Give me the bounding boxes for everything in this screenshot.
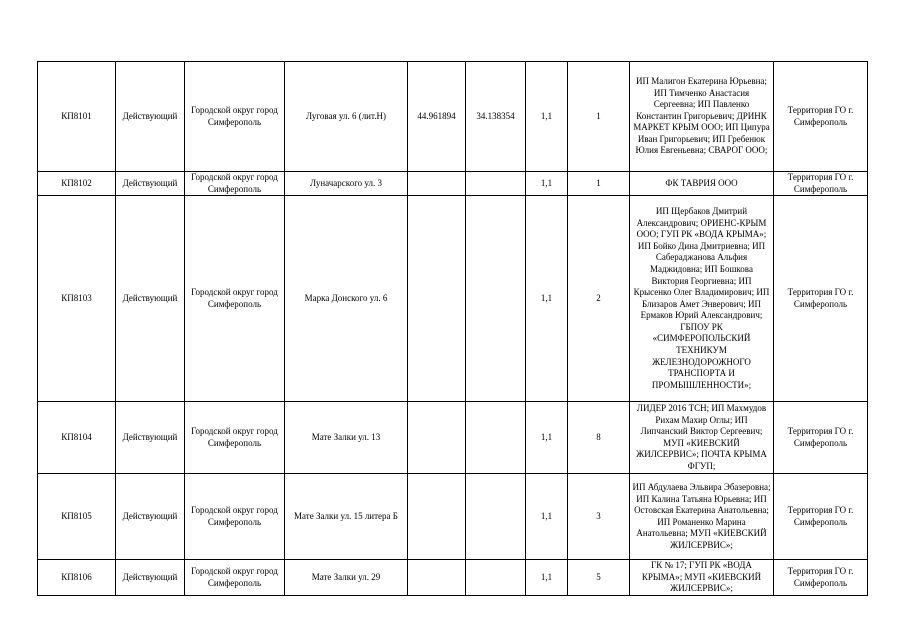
cell-owners: ИП Щербаков Дмитрий Александрович; ОРИЕНС-КРЫМ ООО; ГУП РК «ВОДА КРЫМА»; ИП Бойко Дина Дмитриевна; ИП Сабераджанова Альфия Маджидовна; ИП Бошкова Виктория Георгиевна; ИП Крысенко Олег Владимирович; ИП Близаров Амет Энверович; ИП Ермаков Юрий Александрович; ГБПОУ РК «СИМФЕРОПОЛЬСКИЙ ТЕХНИКУМ ЖЕЛЕЗНОДОРОЖНОГО ТРАНСПОРТА И ПРОМЫШЛЕННОСТИ»; bbox=[630, 196, 774, 402]
cell-municipality: Городской округ город Симферополь bbox=[185, 402, 285, 474]
cell-owners: ИП Малигон Екатерина Юрьевна; ИП Тимченко Анастасия Сергеевна; ИП Павленко Константин Григорьевич; ДРИНК МАРКЕТ КРЫМ ООО; ИП Ципура Иван Григорьевич; ИП Гребенюк Юлия Евгеньевна; СВАРОГ ООО; bbox=[630, 62, 774, 172]
cell-longitude: 34.138354 bbox=[466, 62, 526, 172]
cell-latitude bbox=[408, 560, 466, 596]
cell-territory: Территория ГО г. Симферополь bbox=[774, 62, 868, 172]
cell-status: Действующий bbox=[116, 560, 185, 596]
table-row bbox=[38, 62, 868, 172]
cell-status: Действующий bbox=[116, 62, 185, 172]
table-row bbox=[38, 474, 868, 560]
cell-status: Действующий bbox=[116, 196, 185, 402]
cell-municipality: Городской округ город Симферополь bbox=[185, 172, 285, 196]
cell-volume: 1,1 bbox=[526, 62, 568, 172]
cell-municipality: Городской округ город Симферополь bbox=[185, 196, 285, 402]
cell-territory: Территория ГО г. Симферополь bbox=[774, 172, 868, 196]
cell-longitude bbox=[466, 172, 526, 196]
cell-address: Мате Залки ул. 13 bbox=[285, 402, 408, 474]
cell-latitude bbox=[408, 172, 466, 196]
table-row bbox=[38, 172, 868, 196]
cell-status: Действующий bbox=[116, 172, 185, 196]
cell-address: Луговая ул. 6 (лит.Н) bbox=[285, 62, 408, 172]
cell-latitude bbox=[408, 402, 466, 474]
cell-municipality: Городской округ город Симферополь bbox=[185, 62, 285, 172]
cell-code: КП8106 bbox=[38, 560, 116, 596]
table-row bbox=[38, 560, 868, 596]
cell-count: 1 bbox=[568, 172, 630, 196]
cell-owners: ЛИДЕР 2016 ТСН; ИП Махмудов Рихам Махир Оглы; ИП Липчанский Виктор Сергеевич; МУП «КИЕВСКИЙ ЖИЛСЕРВИС»; ПОЧТА КРЫМА ФГУП; bbox=[630, 402, 774, 474]
table-row bbox=[38, 196, 868, 402]
cell-code: КП8101 bbox=[38, 62, 116, 172]
cell-municipality: Городской округ город Симферополь bbox=[185, 560, 285, 596]
cell-status: Действующий bbox=[116, 474, 185, 560]
cell-address: Луначарского ул. 3 bbox=[285, 172, 408, 196]
cell-territory: Территория ГО г. Симферополь bbox=[774, 402, 868, 474]
cell-count: 3 bbox=[568, 474, 630, 560]
cell-count: 8 bbox=[568, 402, 630, 474]
cell-count: 2 bbox=[568, 196, 630, 402]
cell-code: КП8102 bbox=[38, 172, 116, 196]
cell-status: Действующий bbox=[116, 402, 185, 474]
cell-latitude bbox=[408, 196, 466, 402]
cell-address: Мате Залки ул. 29 bbox=[285, 560, 408, 596]
cell-owners: ГК № 17; ГУП РК «ВОДА КРЫМА»; МУП «КИЕВСКИЙ ЖИЛСЕРВИС»; bbox=[630, 560, 774, 596]
cell-latitude bbox=[408, 474, 466, 560]
cell-owners: ФК ТАВРИЯ ООО bbox=[630, 172, 774, 196]
cell-code: КП8104 bbox=[38, 402, 116, 474]
cell-territory: Территория ГО г. Симферополь bbox=[774, 560, 868, 596]
cell-longitude bbox=[466, 402, 526, 474]
cell-longitude bbox=[466, 474, 526, 560]
cell-volume: 1,1 bbox=[526, 172, 568, 196]
cell-count: 5 bbox=[568, 560, 630, 596]
cell-code: КП8103 bbox=[38, 196, 116, 402]
registry-table bbox=[37, 61, 868, 596]
cell-longitude bbox=[466, 560, 526, 596]
cell-count: 1 bbox=[568, 62, 630, 172]
cell-volume: 1,1 bbox=[526, 402, 568, 474]
cell-territory: Территория ГО г. Симферополь bbox=[774, 474, 868, 560]
cell-owners: ИП Абдулаева Эльвира Эбазеровна; ИП Калина Татьяна Юрьевна; ИП Остовская Екатерина Анатольевна; ИП Романенко Марина Анатольевна; МУП «КИЕВСКИЙ ЖИЛСЕРВИС»; bbox=[630, 474, 774, 560]
cell-address: Мате Залки ул. 15 литера Б bbox=[285, 474, 408, 560]
cell-volume: 1,1 bbox=[526, 196, 568, 402]
cell-volume: 1,1 bbox=[526, 560, 568, 596]
cell-territory: Территория ГО г. Симферополь bbox=[774, 196, 868, 402]
table-row bbox=[38, 402, 868, 474]
cell-municipality: Городской округ город Симферополь bbox=[185, 474, 285, 560]
cell-address: Марка Донского ул. 6 bbox=[285, 196, 408, 402]
cell-volume: 1,1 bbox=[526, 474, 568, 560]
cell-code: КП8105 bbox=[38, 474, 116, 560]
cell-longitude bbox=[466, 196, 526, 402]
cell-latitude: 44.961894 bbox=[408, 62, 466, 172]
